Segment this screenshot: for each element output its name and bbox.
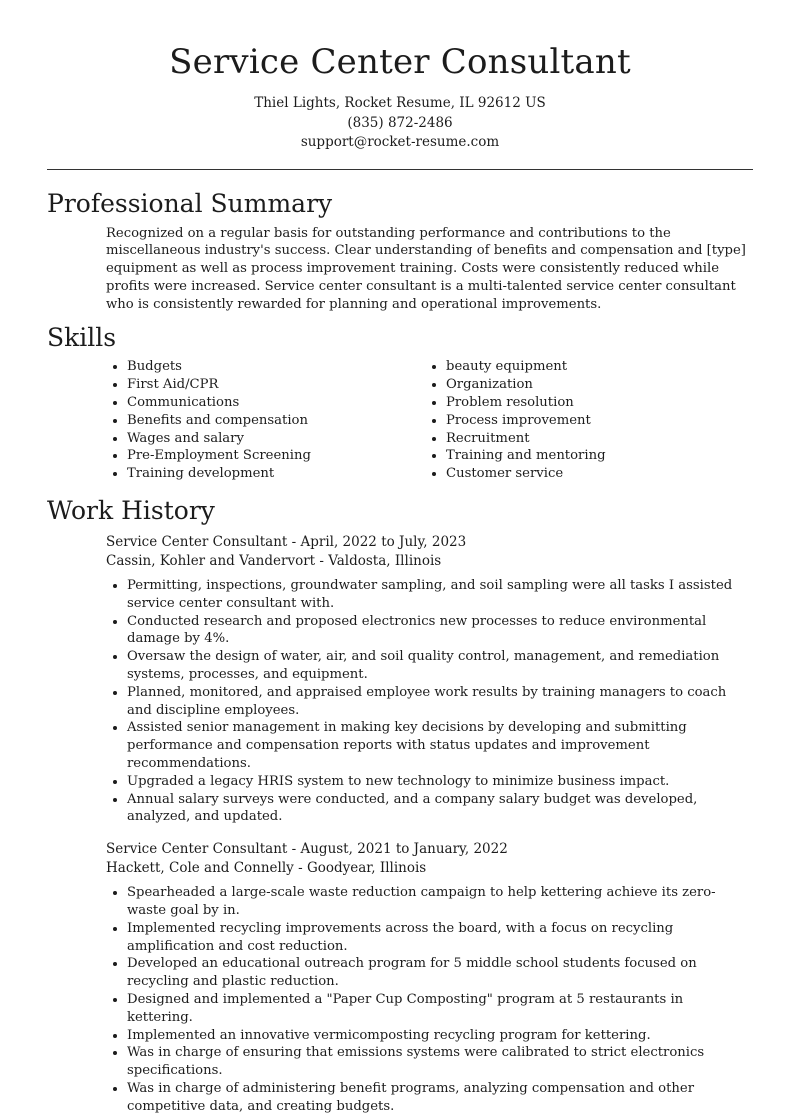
skill-item: • Training and mentoring — [446, 447, 606, 465]
skill-item: • Benefits and compensation — [127, 412, 425, 430]
summary-text: Recognized on a regular basis for outstanding performance and contributions to the miscellaneous industry's success. Clear understanding of benefits and compensation and [type] equipment as well as process improvement training. Costs were consistently reduced while profits were increased. Service center consultant is a multi-talented service center consultant who is consistently rewarded for planning and operational improvements. — [106, 225, 746, 312]
summary-section — [0, 188, 800, 314]
header-divider — [47, 169, 753, 170]
work-history-heading: Work History — [47, 496, 215, 526]
skills-heading: Skills — [47, 323, 117, 353]
skill-item: • Budgets — [127, 358, 425, 376]
job-company: Cassin, Kohler and Vandervort - Valdosta, Illinois — [106, 553, 442, 570]
contact-phone: (835) 872-2486 — [347, 114, 453, 131]
job-bullet: • Oversaw the design of water, air, and soil quality control, management, and remediation systems, processes, and equipment. — [127, 648, 753, 684]
skill-item: • beauty equipment — [446, 358, 606, 376]
skills-column-2 — [425, 358, 606, 483]
contact-info — [0, 94, 800, 153]
job-entry — [106, 533, 753, 826]
summary-heading: Professional Summary — [47, 188, 333, 218]
skill-item: • Training development — [127, 465, 425, 483]
job-bullet: • Designed and implemented a "Paper Cup Composting" program at 5 restaurants in kettering. — [127, 991, 753, 1027]
skill-item: • Wages and salary — [127, 430, 425, 448]
job-bullets — [106, 884, 753, 1115]
skill-item: • Problem resolution — [446, 394, 606, 412]
job-bullet: • Implemented recycling improvements across the board, with a focus on recycling amplification and cost reduction. — [127, 920, 753, 956]
contact-address: Thiel Lights, Rocket Resume, IL 92612 US — [254, 95, 546, 111]
skills-grid — [106, 358, 800, 483]
job-bullet: • Permitting, inspections, groundwater sampling, and soil sampling were all tasks I assisted service center consultant with. — [127, 577, 753, 613]
job-bullet: • Implemented an innovative vermicomposting recycling program for kettering. — [127, 1027, 753, 1045]
skill-item: • Process improvement — [446, 412, 606, 430]
job-title: Service Center Consultant - April, 2022 to July, 2023 — [106, 534, 467, 551]
skill-item: • Pre-Employment Screening — [127, 447, 425, 465]
skills-section — [0, 322, 800, 483]
skill-item: • Recruitment — [446, 430, 606, 448]
job-bullet: • Planned, monitored, and appraised employee work results by training managers to coach and discipline employees. — [127, 684, 753, 720]
skills-column-1 — [106, 358, 425, 483]
job-bullet: • Assisted senior management in making key decisions by developing and submitting performance and compensation reports with status updates and improvement recommendations. — [127, 719, 753, 772]
job-bullet: • Was in charge of administering benefit programs, analyzing compensation and other competitive data, and creating budgets. — [127, 1080, 753, 1116]
skill-item: • First Aid/CPR — [127, 376, 425, 394]
job-bullet: • Developed an educational outreach program for 5 middle school students focused on recycling and plastic reduction. — [127, 955, 753, 991]
job-bullet: • Was in charge of ensuring that emissions systems were calibrated to strict electronics specifications. — [127, 1044, 753, 1080]
skill-item: • Customer service — [446, 465, 606, 483]
job-entry — [106, 840, 753, 1115]
job-bullet: • Conducted research and proposed electronics new processes to reduce environmental damage by 4%. — [127, 613, 753, 649]
job-company: Hackett, Cole and Connelly - Goodyear, Illinois — [106, 860, 427, 877]
job-bullets — [106, 577, 753, 826]
job-title: Service Center Consultant - August, 2021 to January, 2022 — [106, 841, 508, 858]
skill-item: • Communications — [127, 394, 425, 412]
job-bullet: • Annual salary surveys were conducted, and a company salary budget was developed, analyzed, and updated. — [127, 791, 753, 827]
job-bullet: • Spearheaded a large-scale waste reduction campaign to help kettering achieve its zero-waste goal by in. — [127, 884, 753, 920]
resume-name: Service Center Consultant — [169, 42, 631, 82]
work-history-section — [0, 495, 800, 1116]
job-bullet: • Upgraded a legacy HRIS system to new technology to minimize business impact. — [127, 773, 753, 791]
contact-email: support@rocket-resume.com — [300, 134, 500, 150]
skill-item: • Organization — [446, 376, 606, 394]
